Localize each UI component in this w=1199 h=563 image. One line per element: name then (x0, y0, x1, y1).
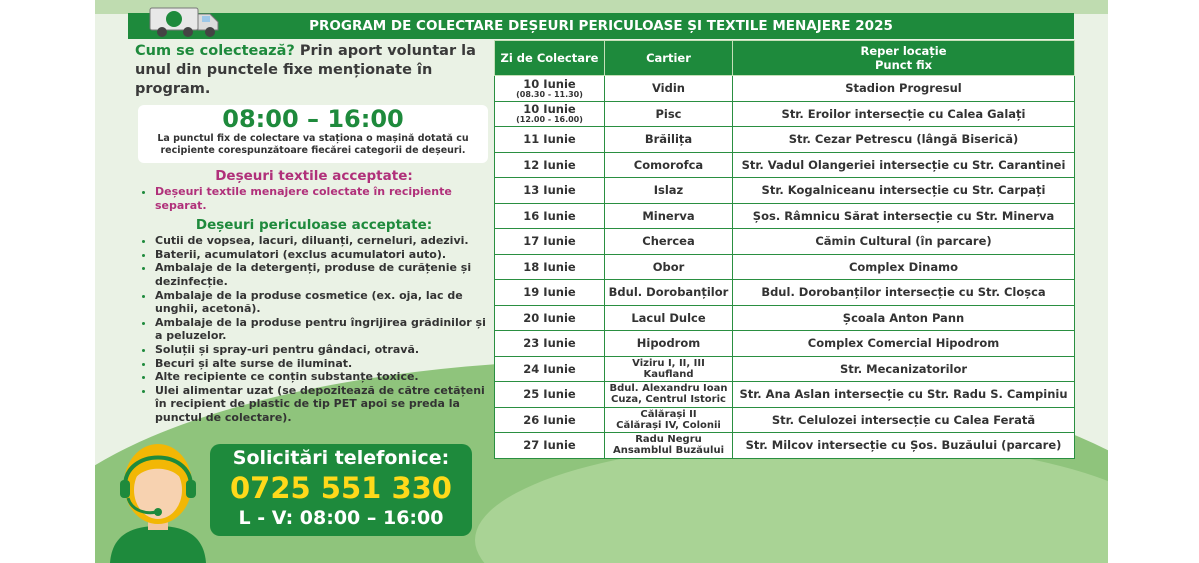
area-label: Lacul Dulce (631, 310, 706, 325)
day-label: 27 Iunie (523, 438, 576, 453)
hours-box (138, 105, 488, 163)
table-row (495, 305, 1075, 331)
table-row (495, 152, 1075, 178)
area-label: Bdul. Dorobanților (608, 285, 729, 300)
cell-area (605, 229, 733, 255)
phone-hours: L - V: 08:00 – 16:00 (238, 507, 444, 529)
cell-area (605, 382, 733, 408)
schedule-table (494, 40, 1075, 459)
cell-area (605, 254, 733, 280)
table-row (495, 356, 1075, 382)
cell-area (605, 305, 733, 331)
area-line-1: Călărași II (640, 408, 697, 420)
hazardous-item: • Ambalaje de la produse cosmetice (ex. oja, lac de unghii, acetonă). (155, 289, 493, 316)
day-label: 10 Iunie (523, 102, 576, 117)
table-row (495, 76, 1075, 102)
phone-box (210, 444, 472, 536)
area-label: Comorofca (633, 157, 704, 172)
cell-day (495, 331, 605, 357)
area-label: Islaz (653, 183, 684, 198)
cell-place: Complex Comercial Hipodrom (733, 331, 1075, 357)
cell-area (605, 331, 733, 357)
cell-area (605, 178, 733, 204)
cell-day (495, 76, 605, 102)
cell-area (605, 407, 733, 433)
textile-list (135, 185, 493, 212)
day-label: 17 Iunie (523, 234, 576, 249)
day-label: 11 Iunie (523, 132, 576, 147)
header-place: Reper locație Punct fix (733, 41, 1075, 76)
cell-place: Stadion Progresul (733, 76, 1075, 102)
area-line-2: Ansamblul Buzăului (613, 445, 724, 457)
table-row (495, 203, 1075, 229)
area-label: Chercea (642, 234, 695, 249)
cell-place: Complex Dinamo (733, 254, 1075, 280)
cell-area (605, 76, 733, 102)
area-line-2: Cuza, Centrul Istoric (611, 394, 726, 406)
hazardous-item: • Ambalaje de la produse pentru îngrijirea grădinilor și a peluzelor. (155, 316, 493, 343)
cell-place: Str. Kogalniceanu intersecție cu Str. Carpați (733, 178, 1075, 204)
day-label: 20 Iunie (523, 310, 576, 325)
intro-text: Cum se colectează? Prin aport voluntar la unul din punctele fixe menționate în program. (135, 43, 476, 97)
table-row (495, 433, 1075, 459)
garbage-truck-icon (148, 2, 222, 38)
hours-note: La punctul fix de colectare va staționa o mașină dotată cu recipiente corespunzătoare fiecărei categorii de deșeuri. (157, 133, 469, 156)
table-row (495, 382, 1075, 408)
area-line-1: Radu Negru (635, 434, 702, 446)
cell-day (495, 407, 605, 433)
area-line-2: Călărași IV, Colonii (616, 419, 721, 431)
day-label: 23 Iunie (523, 336, 576, 351)
hazardous-item: • Ulei alimentar uzat (se depozitează de către cetățeni în recipient de plastic de tip PET apoi se preda la punctul de colectare). (155, 384, 493, 425)
cell-area (605, 433, 733, 459)
cell-day (495, 178, 605, 204)
cell-place: Str. Mecanizatorilor (733, 356, 1075, 382)
textile-item: • Deșeuri textile menajere colectate în recipiente separat. (155, 185, 493, 212)
textile-title: Deșeuri textile acceptate: (215, 168, 413, 184)
cell-day (495, 305, 605, 331)
day-label: 25 Iunie (523, 387, 576, 402)
table-row (495, 407, 1075, 433)
call-center-agent-icon (108, 440, 208, 563)
day-label: 12 Iunie (523, 157, 576, 172)
hazardous-list (135, 234, 493, 424)
cell-area (605, 101, 733, 127)
table-row (495, 178, 1075, 204)
header-day: Zi de Colectare (495, 41, 605, 76)
day-label: 16 Iunie (523, 208, 576, 223)
cell-place: Șos. Râmnicu Sărat intersecție cu Str. Minerva (733, 203, 1075, 229)
day-label: 10 Iunie (523, 76, 576, 91)
hazardous-item: • Soluții și spray-uri pentru gândaci, otravă. (155, 343, 493, 357)
area-label: Obor (652, 259, 685, 274)
cell-place: Str. Eroilor intersecție cu Calea Galați (733, 101, 1075, 127)
cell-day (495, 356, 605, 382)
table-row (495, 280, 1075, 306)
hazardous-title: Deșeuri periculoase acceptate: (195, 217, 433, 234)
cell-area (605, 152, 733, 178)
cell-place: Str. Cezar Petrescu (lângă Biserică) (733, 127, 1075, 153)
day-label: 26 Iunie (523, 412, 576, 427)
top-band (95, 0, 1108, 14)
area-label: Minerva (642, 208, 695, 223)
cell-area (605, 203, 733, 229)
cell-place: Str. Ana Aslan intersecție cu Str. Radu S. Campiniu (733, 382, 1075, 408)
day-label: 19 Iunie (523, 285, 576, 300)
area-line-2: Kaufland (643, 368, 694, 380)
header-area: Cartier (605, 41, 733, 76)
day-label: 24 Iunie (523, 361, 576, 376)
day-time: (12.00 - 16.00) (516, 115, 583, 125)
collection-hours: 08:00 – 16:00 (222, 105, 404, 133)
cell-place: Str. Vadul Olangeriei intersecție cu Str. Carantinei (733, 152, 1075, 178)
cell-day (495, 127, 605, 153)
day-time: (08.30 - 11.30) (516, 89, 583, 99)
cell-day (495, 280, 605, 306)
table-row (495, 101, 1075, 127)
area-label: Hipodrom (636, 336, 701, 351)
info-column (135, 42, 493, 425)
area-line-1: Bdul. Alexandru Ioan (609, 383, 728, 395)
table-row (495, 254, 1075, 280)
day-label: 18 Iunie (523, 259, 576, 274)
hazardous-item: • Becuri și alte surse de iluminat. (155, 357, 493, 371)
area-label: Brăilița (644, 132, 693, 147)
cell-area (605, 280, 733, 306)
hazardous-item: • Alte recipiente ce conțin substanțe toxice. (155, 370, 493, 384)
area-line-1: Viziru I, II, III (632, 357, 705, 369)
phone-number[interactable]: 0725 551 330 (230, 471, 452, 505)
cell-place: Str. Celulozei intersecție cu Calea Ferată (733, 407, 1075, 433)
hazardous-item: • Baterii, acumulatori (exclus acumulatori auto). (155, 248, 493, 262)
cell-place: Bdul. Dorobanților intersecție cu Str. Cloșca (733, 280, 1075, 306)
cell-place: Str. Milcov intersecție cu Șos. Buzăului (parcare) (733, 433, 1075, 459)
table-row (495, 229, 1075, 255)
cell-day (495, 433, 605, 459)
cell-day (495, 101, 605, 127)
cell-day (495, 382, 605, 408)
phone-title: Solicitări telefonice: (232, 447, 450, 469)
table-row (495, 127, 1075, 153)
hazardous-item: • Ambalaje de la detergenți, produse de curățenie și dezinfecție. (155, 261, 493, 288)
table-row (495, 331, 1075, 357)
cell-day (495, 203, 605, 229)
cell-day (495, 229, 605, 255)
cell-area (605, 356, 733, 382)
cell-area (605, 127, 733, 153)
area-label: Vidin (651, 81, 685, 96)
cell-day (495, 152, 605, 178)
day-label: 13 Iunie (523, 183, 576, 198)
cell-place: Cămin Cultural (în parcare) (733, 229, 1075, 255)
page-title: PROGRAM DE COLECTARE DEȘEURI PERICULOASE ȘI TEXTILE MENAJERE 2025 (128, 13, 1074, 39)
cell-place: Școala Anton Pann (733, 305, 1075, 331)
hazardous-item: • Cutii de vopsea, lacuri, diluanți, cerneluri, adezivi. (155, 234, 493, 248)
cell-day (495, 254, 605, 280)
area-label: Pisc (655, 106, 682, 121)
